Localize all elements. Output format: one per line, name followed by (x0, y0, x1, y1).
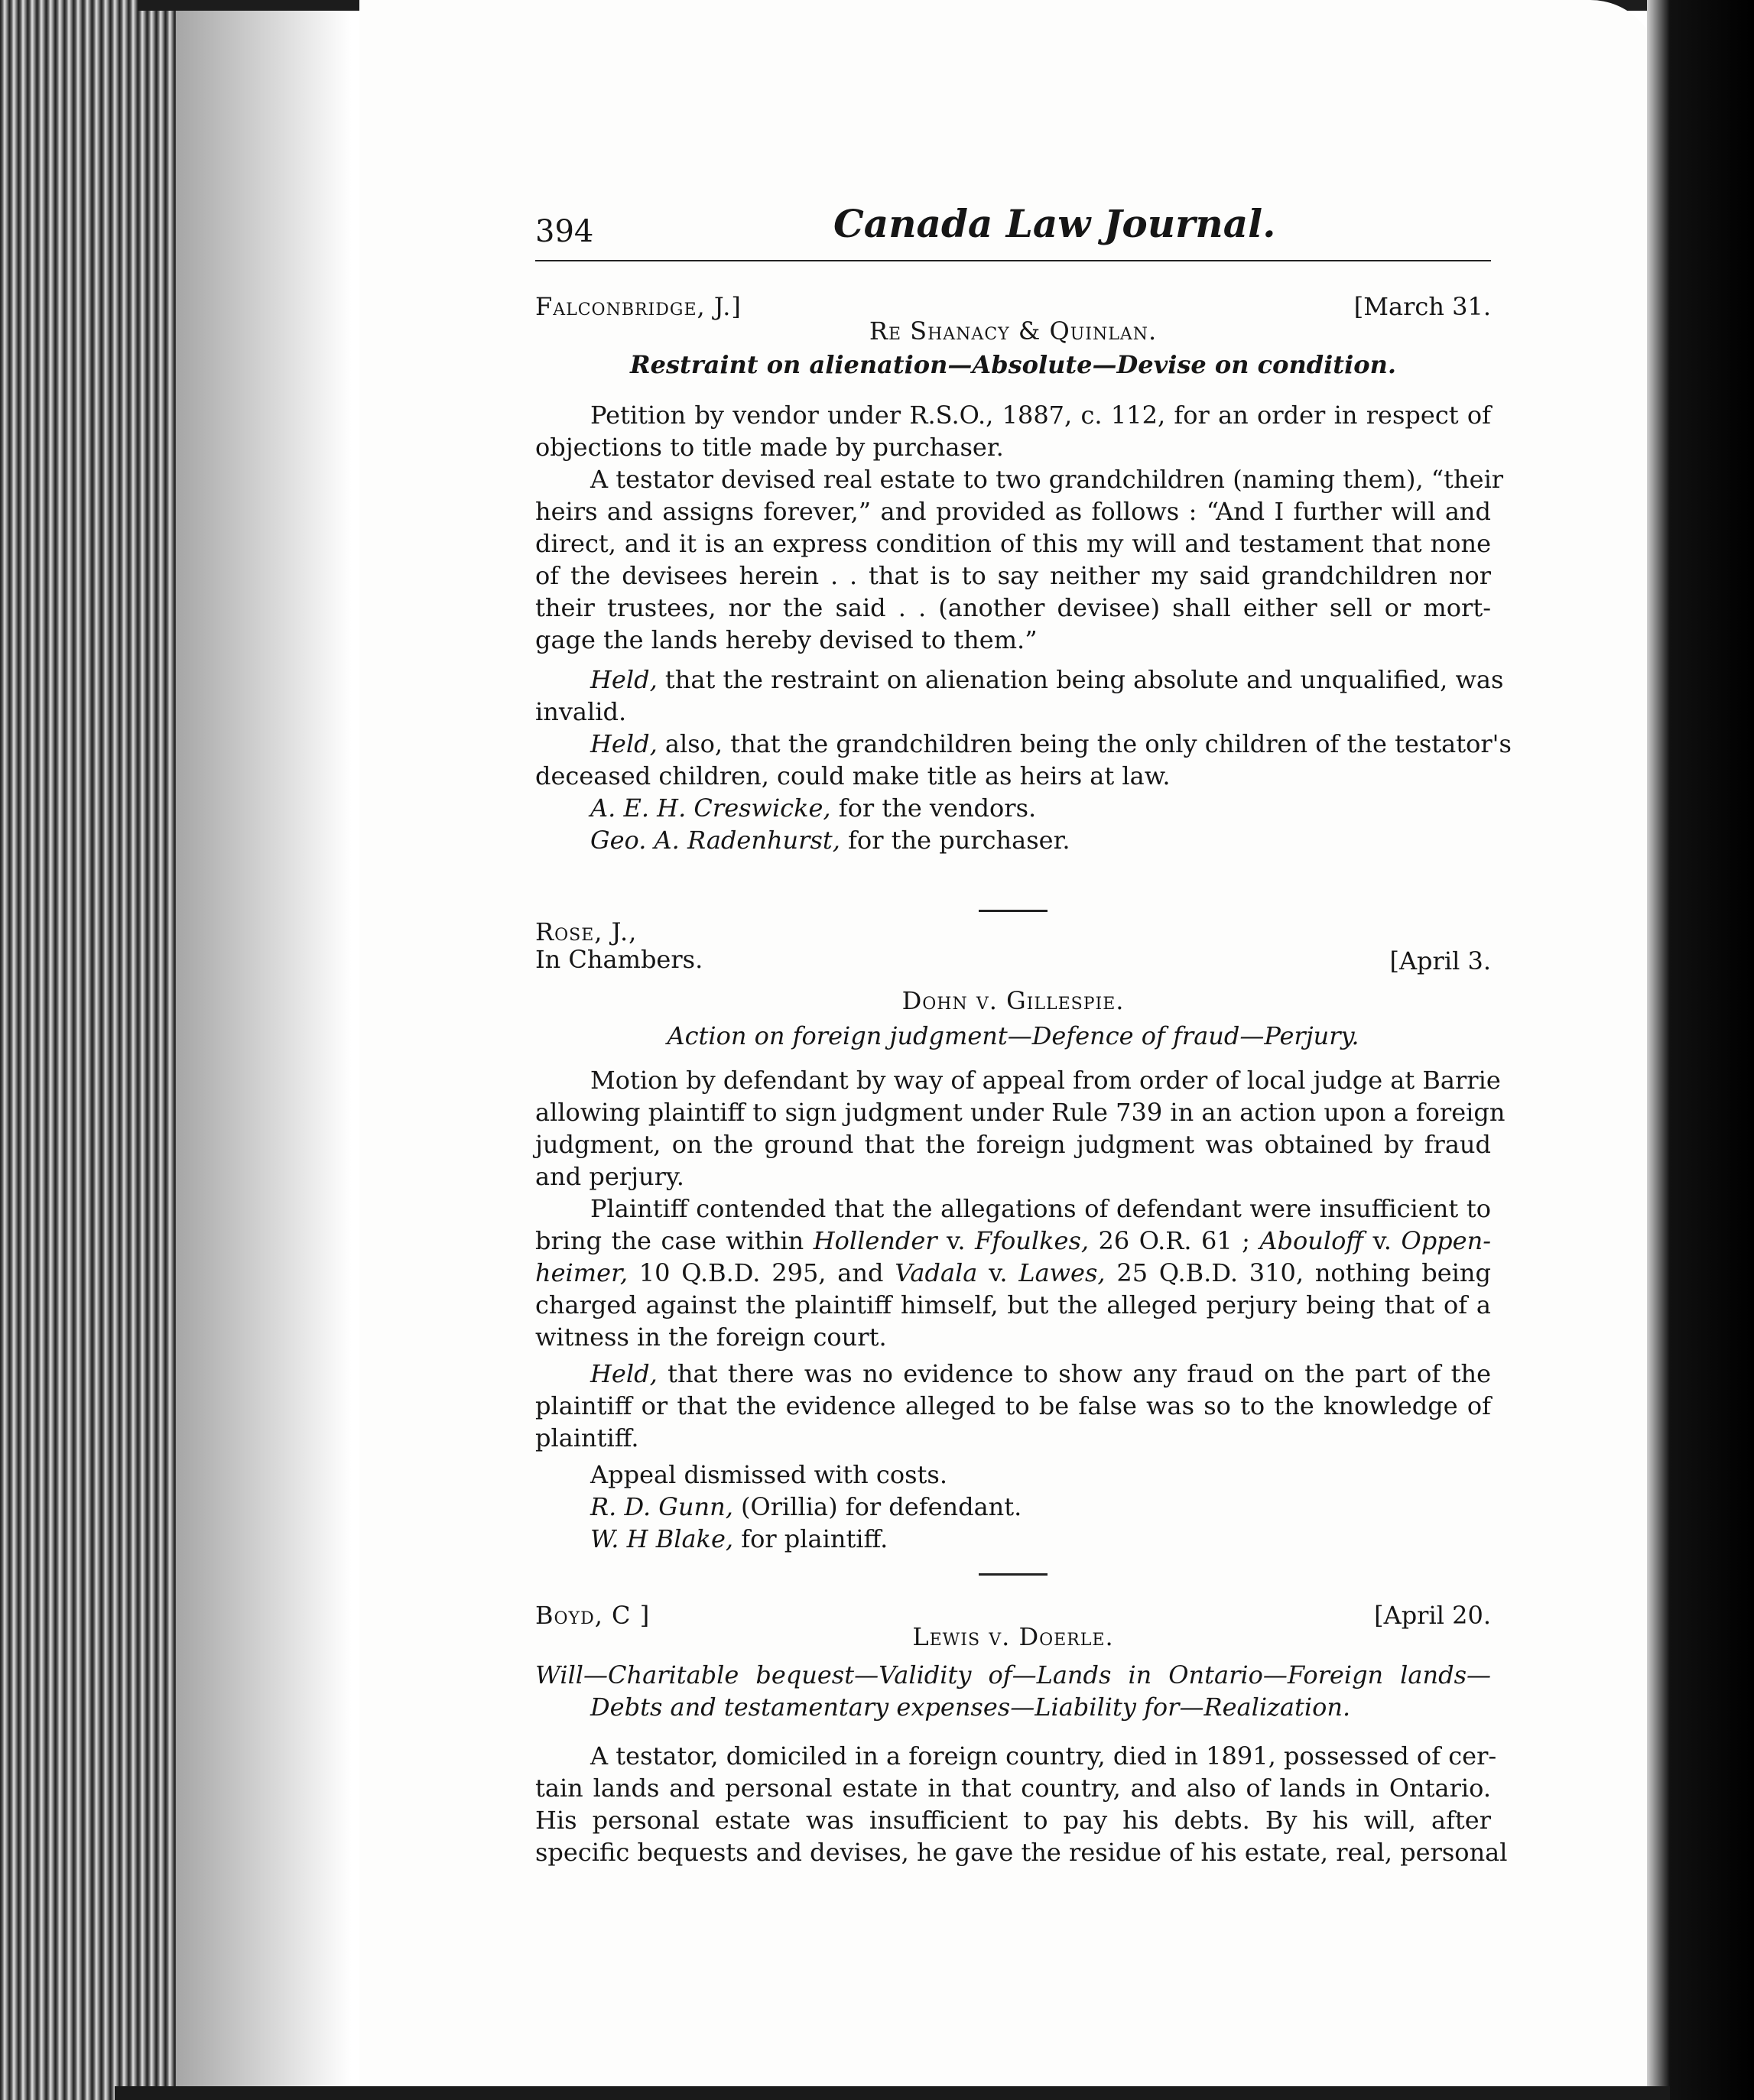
counsel-role: for the vendors. (830, 794, 1037, 823)
scan-edge-right (1647, 0, 1754, 2100)
running-head (535, 201, 1491, 251)
case3-headnote: Will—Charitable bequest—Validity of—Lands in Ontario—Foreign lands— (535, 1660, 1491, 1689)
case-name: Hollender (813, 1226, 937, 1255)
case2-judge-chambers: In Chambers. (535, 945, 703, 974)
case1-counsel (535, 792, 1491, 824)
case2-result: Appeal dismissed with costs. (590, 1460, 947, 1489)
case1-line: of the devisees herein . . that is to say neither my said grandchildren nor (535, 561, 1491, 590)
case2-line: witness in the foreign court. (535, 1323, 887, 1352)
scan-gutter-shade (176, 0, 352, 2100)
citation-text: bring the case within (535, 1226, 814, 1255)
case3-line: A testator, domiciled in a foreign country, died in 1891, possessed of cer- (590, 1741, 1497, 1771)
case1-judge: Falconbridge, J.] (535, 292, 742, 321)
case3-headnote: Debts and testamentary expenses—Liability for—Realization. (590, 1693, 1351, 1722)
case2-held-line: plaintiff. (535, 1423, 639, 1452)
case2-line: charged against the plaintiff himself, but the alleged perjury being that of a (535, 1290, 1491, 1319)
scan-edge-bottom (115, 2086, 1670, 2100)
case-name: heimer, (535, 1258, 629, 1287)
case2-held-line: plaintiff or that the evidence alleged to be false was so to the knowledge of (535, 1391, 1491, 1420)
case1-held-line: deceased children, could make title as heirs at law. (535, 761, 1171, 790)
case-name: Oppen- (1401, 1226, 1492, 1255)
case2-line: and perjury. (535, 1162, 684, 1191)
case1-headnote: Restraint on alienation—Absolute—Devise on condition. (630, 350, 1396, 379)
counsel-name: W. H Blake, (590, 1524, 734, 1553)
held-text: that the restraint on alienation being absolute and unqualified, was (657, 665, 1504, 694)
section-separator (979, 1573, 1048, 1576)
case1-held-line (535, 664, 1504, 696)
citation-text: v. (977, 1258, 1019, 1287)
case1-line: gage the lands hereby devised to them.” (535, 625, 1038, 654)
header-rule (535, 260, 1491, 261)
held-word: Held, (590, 665, 658, 694)
case2-judge: Rose, J., (535, 917, 638, 946)
citation-text: 10 Q.B.D. 295, and (628, 1258, 895, 1287)
case2-counsel (535, 1523, 1491, 1555)
case3-date: [April 20. (1374, 1601, 1491, 1630)
case1-line: A testator devised real estate to two grandchildren (naming them), “their (590, 465, 1504, 494)
page-number: 394 (535, 214, 594, 249)
counsel-role: (Orillia) for defendant. (732, 1492, 1022, 1521)
case1-line: heirs and assigns forever,” and provided as follows : “And I further will and (535, 497, 1491, 526)
counsel-name: Geo. A. Radenhurst, (590, 826, 840, 855)
case2-line: Motion by defendant by way of appeal from order of local judge at Barrie (590, 1066, 1501, 1095)
citation-text: v. (937, 1226, 975, 1255)
case1-date: [March 31. (1353, 292, 1491, 321)
counsel-role: for the purchaser. (840, 826, 1070, 855)
counsel-name: R. D. Gunn, (590, 1492, 733, 1521)
held-word: Held, (590, 1359, 658, 1388)
case2-title: Dohn v. Gillespie. (901, 986, 1125, 1015)
citation-text: 25 Q.B.D. 310, nothing being (1105, 1258, 1492, 1287)
case2-line: judgment, on the ground that the foreign judgment was obtained by fraud (535, 1130, 1491, 1159)
case-name: Abouloff (1259, 1226, 1364, 1255)
case2-counsel (535, 1491, 1491, 1523)
case1-title: Re Shanacy & Quinlan. (869, 316, 1158, 346)
case1-held-line (535, 728, 1512, 760)
case1-line: their trustees, nor the said . . (another devisee) shall either sell or mort- (535, 593, 1491, 622)
case1-line: Petition by vendor under R.S.O., 1887, c. 112, for an order in respect of (590, 401, 1491, 430)
case3-judge: Boyd, C ] (535, 1601, 651, 1630)
held-text: that there was no evidence to show any fraud on the part of the (657, 1359, 1491, 1388)
case1-held-line: invalid. (535, 697, 627, 726)
case2-line: Plaintiff contended that the allegations of defendant were insufficient to (590, 1194, 1491, 1223)
case3-title: Lewis v. Doerle. (912, 1622, 1114, 1651)
case-name: Lawes, (1018, 1258, 1106, 1287)
case2-line: allowing plaintiff to sign judgment under Rule 739 in an action upon a foreign (535, 1098, 1506, 1127)
case1-line: direct, and it is an express condition of this my will and testament that none (535, 529, 1491, 558)
journal-title: Canada Law Journal. (833, 201, 1276, 246)
scan-binding-shadow-left (0, 0, 176, 2100)
citation-text: 26 O.R. 61 ; (1089, 1226, 1260, 1255)
case3-line: specific bequests and devises, he gave the residue of his estate, real, personal (535, 1838, 1508, 1867)
case3-line: tain lands and personal estate in that country, and also of lands in Ontario. (535, 1774, 1491, 1803)
citation-text: v. (1363, 1226, 1402, 1255)
case3-line: His personal estate was insufficient to pay his debts. By his will, after (535, 1806, 1491, 1835)
case-name: Ffoulkes, (974, 1226, 1090, 1255)
held-text: also, that the grandchildren being the only children of the testator's (657, 729, 1512, 758)
case2-date: [April 3. (1389, 946, 1491, 975)
case-name: Vadala (895, 1258, 978, 1287)
counsel-role: for plaintiff. (733, 1524, 888, 1553)
case1-line: objections to title made by purchaser. (535, 433, 1004, 462)
case2-held-line (535, 1358, 1491, 1390)
case2-citation-line (535, 1257, 1491, 1289)
case2-headnote: Action on foreign judgment—Defence of fraud—Perjury. (667, 1021, 1359, 1050)
held-word: Held, (590, 729, 658, 758)
case1-counsel (535, 824, 1491, 856)
case2-citation-line (535, 1225, 1491, 1257)
counsel-name: A. E. H. Creswicke, (590, 794, 831, 823)
section-separator (979, 910, 1048, 912)
